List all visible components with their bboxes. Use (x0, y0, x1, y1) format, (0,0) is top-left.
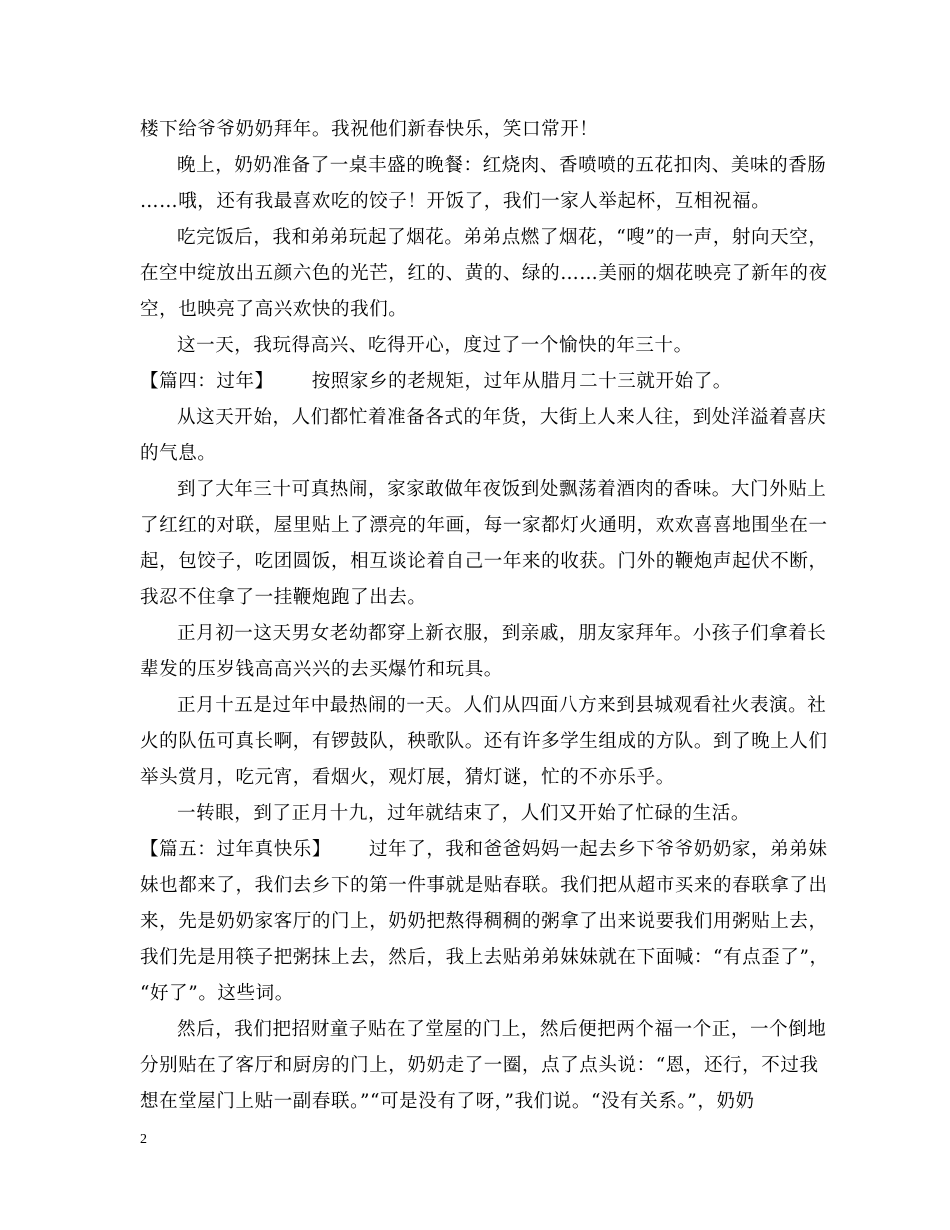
text-line: 起，包饺子，吃团圆饭，相互谈论着自己一年来的收获。门外的鞭炮声起伏不断， (140, 551, 828, 572)
text-line: 来，先是奶奶家客厅的门上，奶奶把熬得稠稠的粥拿了出来说要我们用粥贴上去， (140, 911, 828, 932)
section-heading: 【篇五：过年真快乐】 (140, 839, 332, 860)
text-line: 正月初一这天男女老幼都穿上新衣服，到亲戚，朋友家拜年。小孩子们拿着长 (177, 623, 827, 644)
text-line: 一转眼，到了正月十九，过年就结束了，人们又开始了忙碌的生活。 (177, 803, 751, 824)
text-line: 在空中绽放出五颜六色的光芒，红的、黄的、绿的……美丽的烟花映亮了新年的夜 (140, 263, 828, 284)
text-line: 辈发的压岁钱高高兴兴的去买爆竹和玩具。 (140, 659, 503, 680)
text-line: 楼下给爷爷奶奶拜年。我祝他们新春快乐，笑口常开！ (140, 119, 599, 140)
text-line: 从这天开始，人们都忙着准备各式的年货，大街上人来人往，到处洋溢着喜庆 (177, 407, 827, 428)
text-line: 到了大年三十可真热闹，家家敢做年夜饭到处飘荡着酒肉的香味。大门外贴上 (177, 479, 827, 500)
text-line: 的气息。 (140, 443, 217, 464)
document-body (140, 112, 830, 1120)
text-line: 火的队伍可真长啊，有锣鼓队，秧歌队。还有许多学生组成的方队。到了晚上人们 (140, 731, 828, 752)
text-line: 我忍不住拿了一挂鞭炮跑了出去。 (140, 587, 427, 608)
text-line: 我们先是用筷子把粥抹上去，然后，我上去贴弟弟妹妹就在下面喊：“有点歪了”， (140, 947, 829, 968)
text-line: 正月十五是过年中最热闹的一天。人们从四面八方来到县城观看社火表演。社 (177, 695, 827, 716)
text-line: ……哦，还有我最喜欢吃的饺子！开饭了，我们一家人举起杯，互相祝福。 (140, 191, 771, 212)
text-line: 想在堂屋门上贴一副春联。”“可是没有了呀，”我们说。“没有关系。”，奶奶 (140, 1091, 755, 1112)
text-line: 分别贴在了客厅和厨房的门上，奶奶走了一圈，点了点头说：“恩，还行，不过我 (140, 1055, 819, 1076)
text-line: 了红红的对联，屋里贴上了漂亮的年画，每一家都灯火通明，欢欢喜喜地围坐在一 (140, 515, 828, 536)
text-line: 举头赏月，吃元宵，看烟火，观灯展，猜灯谜，忙的不亦乐乎。 (140, 767, 675, 788)
text-line: “好了”。这些词。 (140, 983, 294, 1004)
text-line: 过年了，我和爸爸妈妈一起去乡下爷爷奶奶家，弟弟妹 (369, 839, 828, 860)
section-line (140, 832, 830, 868)
section-heading: 【篇四：过年】 (140, 371, 274, 392)
text-line: 这一天，我玩得高兴、吃得开心，度过了一个愉快的年三十。 (177, 335, 693, 356)
text-line: 妹也都来了，我们去乡下的第一件事就是贴春联。我们把从超市买来的春联拿了出 (140, 875, 828, 896)
text-line: 空，也映亮了高兴欢快的我们。 (140, 299, 408, 320)
text-line: 按照家乡的老规矩，过年从腊月二十三就开始了。 (311, 371, 732, 392)
section-line (140, 364, 830, 400)
text-line: 然后，我们把招财童子贴在了堂屋的门上，然后便把两个福一个正，一个倒地 (177, 1019, 827, 1040)
text-line: 晚上，奶奶准备了一桌丰盛的晚餐：红烧肉、香喷喷的五花扣肉、美味的香肠 (177, 155, 827, 176)
text-line: 吃完饭后，我和弟弟玩起了烟花。弟弟点燃了烟花，“嗖”的一声，射向天空， (177, 227, 828, 248)
page-number: 2 (140, 1132, 147, 1147)
